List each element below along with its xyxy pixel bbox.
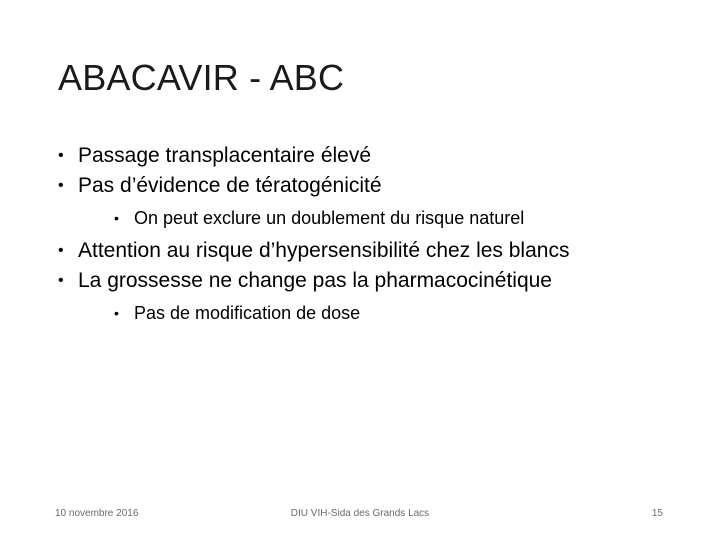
bullet-marker: • bbox=[114, 210, 119, 226]
bullet-item bbox=[58, 174, 678, 197]
bullet-marker: • bbox=[114, 305, 119, 321]
bullet-marker: • bbox=[58, 242, 64, 259]
slide-body bbox=[58, 144, 678, 334]
bullet-item bbox=[58, 144, 678, 167]
bullet-text: Attention au risque d’hypersensibilité chez les blancs bbox=[78, 239, 570, 262]
bullet-text: Pas de modification de dose bbox=[134, 303, 361, 323]
bullet-text: On peut exclure un doublement du risque naturel bbox=[134, 208, 525, 228]
page-number: 15 bbox=[651, 508, 663, 519]
bullet-marker: • bbox=[58, 147, 64, 164]
bullet-text: Pas d’évidence de tératogénicité bbox=[78, 174, 382, 197]
slide-title: ABACAVIR - ABC bbox=[58, 57, 345, 98]
bullet-marker: • bbox=[58, 272, 64, 289]
sub-bullet-item bbox=[58, 303, 678, 323]
bullet-text: La grossesse ne change pas la pharmacocinétique bbox=[78, 269, 552, 292]
bullet-item bbox=[58, 239, 678, 262]
bullet-marker: • bbox=[58, 177, 64, 194]
sub-bullet-item bbox=[58, 208, 678, 228]
footer-title: DIU VIH-Sida des Grands Lacs bbox=[290, 508, 430, 519]
bullet-item bbox=[58, 269, 678, 292]
bullet-text: Passage transplacentaire élevé bbox=[78, 144, 372, 167]
footer-date: 10 novembre 2016 bbox=[55, 508, 139, 519]
